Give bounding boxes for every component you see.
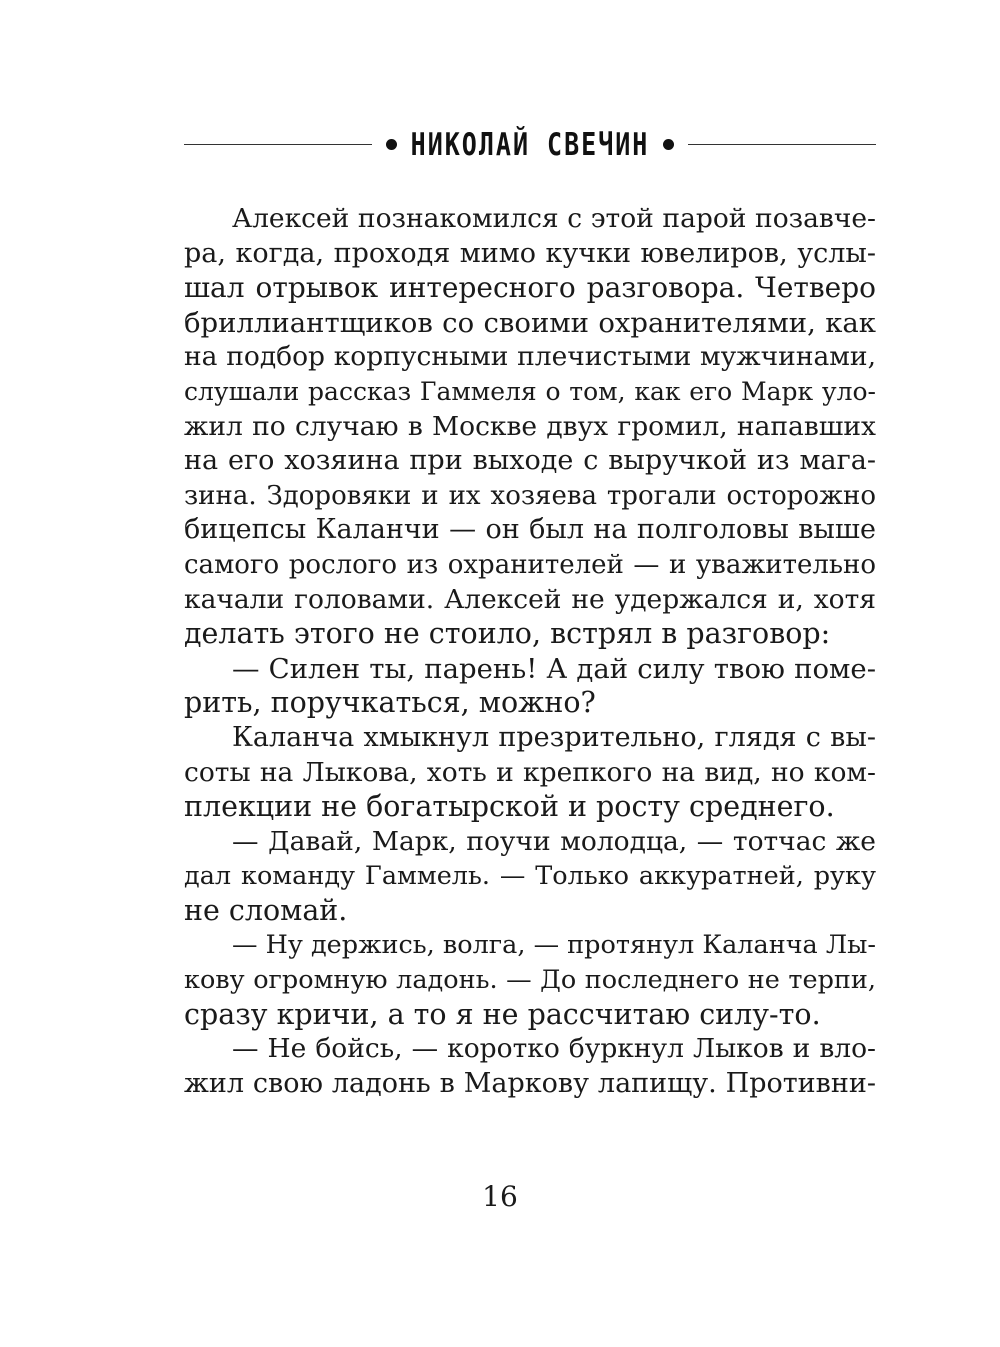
text-line: не сломай. (184, 893, 348, 927)
bullet-dot-icon (386, 139, 397, 150)
text-line: жил по случаю в Москве двух громил, напавших (184, 410, 876, 442)
text-line: качали головами. Алексей не удержался и, хотя (184, 583, 876, 615)
text-line: — Силен ты, парень! А дай силу твою поме- (232, 652, 876, 685)
text-line: сразу кричи, а то я не рассчитаю силу-то. (184, 997, 821, 1031)
text-line: дал команду Гаммель. — Только аккуратней, руку (184, 861, 876, 892)
text-line: самого рослого из охранителей — и уважительно (184, 549, 876, 580)
text-line: на его хозяина при выходе с выручкой из мага- (184, 445, 876, 477)
body-text (184, 202, 876, 1101)
text-line: жил свою ладонь в Маркову лапищу. Противни- (184, 1067, 876, 1099)
running-header (184, 118, 876, 170)
page-number: 16 (482, 1180, 518, 1213)
text-line: на подбор корпусными плечистыми мужчинами, (184, 341, 876, 373)
text-line: — Ну держись, волга, — протянул Каланча Лы- (232, 930, 877, 961)
text-line: — Не бойсь, — коротко буркнул Лыков и вло- (232, 1033, 876, 1065)
text-line: бриллиантщиков со своими охранителями, как (184, 306, 876, 339)
text-line: зина. Здоровяки и их хозяева трогали осторожно (184, 480, 876, 511)
text-line: рить, поручкаться, можно? (184, 686, 596, 720)
text-line: кову огромную ладонь. — До последнего не терпи, (184, 965, 876, 996)
text-line: — Давай, Марк, поучи молодца, — тотчас же (232, 825, 876, 857)
header-rule-right (688, 144, 876, 145)
text-line: делать этого не стоило, встрял в разговор: (184, 617, 831, 651)
text-line: соты на Лыкова, хоть и крепкого на вид, но ком- (184, 756, 876, 788)
text-line: плекции не богатырской и росту среднего. (184, 790, 835, 824)
text-line: ра, когда, проходя мимо кучки ювелиров, услы- (184, 237, 876, 269)
bullet-dot-icon (663, 139, 674, 150)
text-line: Каланча хмыкнул презрительно, глядя с вы- (232, 721, 876, 753)
text-line: бицепсы Каланчи — он был на полголовы выше (184, 514, 876, 546)
text-line: шал отрывок интересного разговора. Четверо (184, 271, 876, 305)
header-rule-left (184, 144, 372, 145)
text-line: слушали рассказ Гаммеля о том, как его Марк уло- (184, 376, 876, 406)
author-name: НИКОЛАЙ СВЕЧИН (410, 125, 650, 163)
text-line: Алексей познакомился с этой парой позавче- (232, 203, 876, 234)
